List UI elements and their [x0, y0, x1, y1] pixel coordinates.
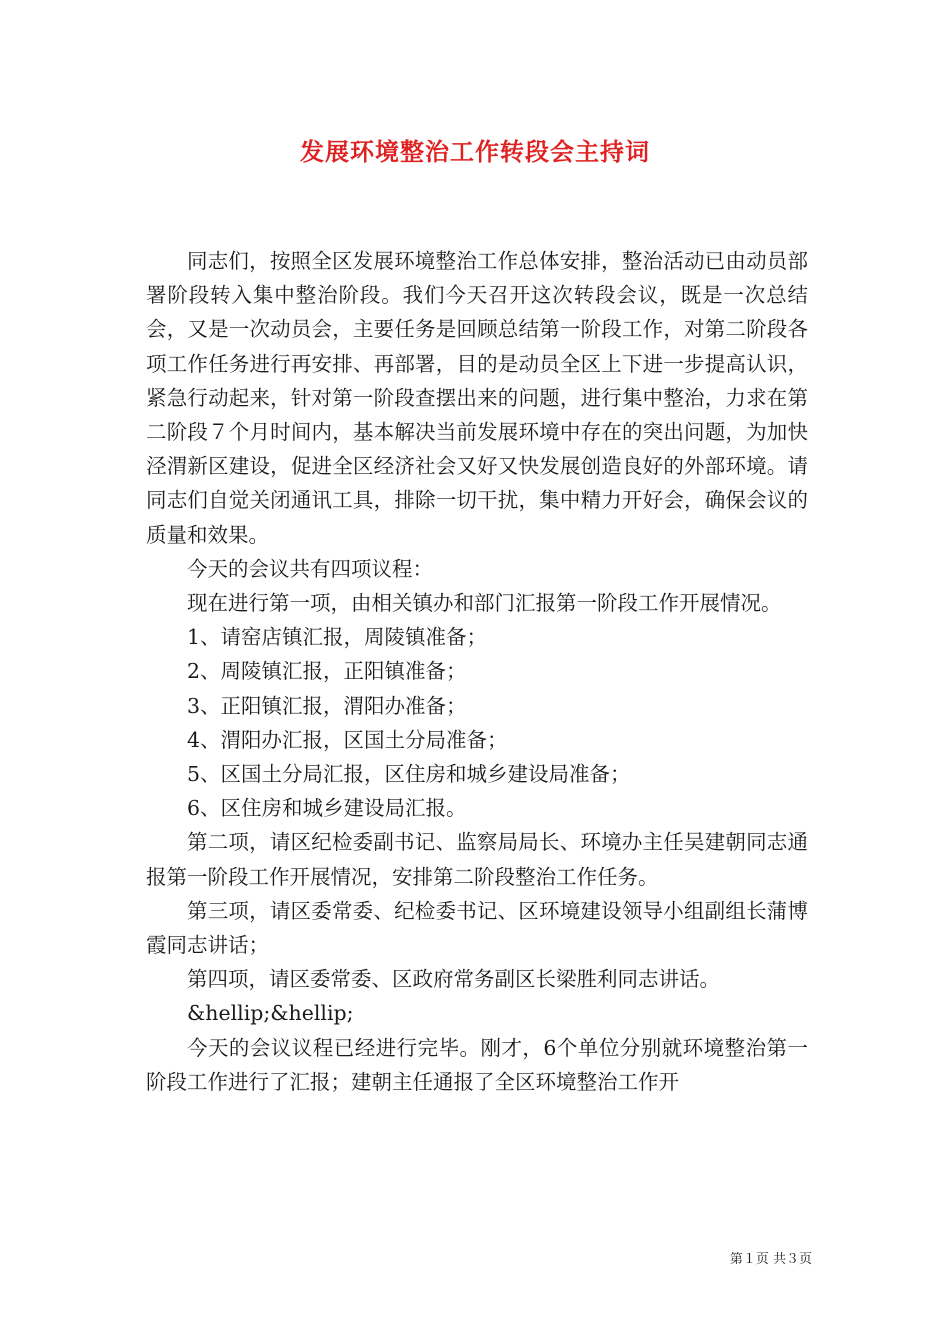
document-title: 发展环境整治工作转段会主持词: [300, 137, 650, 166]
paragraph-item-two: 第二项，请区纪检委副书记、监察局局长、环境办主任吴建朝同志通报第一阶段工作开展情况，安排第二阶段整治工作任务。: [146, 830, 808, 889]
paragraph-opening: 同志们，按照全区发展环境整治工作总体安排，整治活动已由动员部署阶段转入集中整治阶段。我们今天召开这次转段会议，既是一次总结会，又是一次动员会，主要任务是回顾总结第一阶段工作，对第二阶段各项工作任务进行再安排、再部署，目的是动员全区上下进一步提高认识，紧急行动起来，针对第一阶段查摆出来的问题，进行集中整治，力求在第二阶段７个月时间内，基本解决当前发展环境中存在的突出问题，为加快泾渭新区建设，促进全区经济社会又好又快发展创造良好的外部环境。请同志们自觉关闭通讯工具，排除一切干扰，集中精力开好会，确保会议的质量和效果。: [146, 249, 808, 547]
paragraph-item-three: 第三项，请区委常委、纪检委书记、区环境建设领导小组副组长蒲博霞同志讲话；: [146, 898, 808, 958]
list-item: 3、正阳镇汇报，渭阳办准备；: [187, 693, 467, 718]
paragraph-ellipsis: &hellip;&hellip;: [187, 1001, 354, 1026]
paragraph-item-one: 现在进行第一项，由相关镇办和部门汇报第一阶段工作开展情况。: [187, 591, 782, 616]
paragraph-item-four: 第四项，请区委常委、区政府常务副区长梁胜利同志讲话。: [187, 967, 720, 992]
document-body: [146, 244, 808, 1099]
list-item: 6、区住房和城乡建设局汇报。: [187, 796, 467, 821]
paragraph-agenda-intro: 今天的会议共有四项议程：: [187, 556, 433, 581]
list-item: 4、渭阳办汇报，区国土分局准备；: [187, 727, 508, 752]
list-item: 1、请窑店镇汇报，周陵镇准备；: [187, 625, 488, 650]
list-item: 2、周陵镇汇报，正阳镇准备；: [187, 659, 467, 684]
paragraph-closing: 今天的会议议程已经进行完毕。刚才，6个单位分别就环境整治第一阶段工作进行了汇报；建朝主任通报了全区环境整治工作开: [146, 1035, 808, 1094]
page-number-footer: 第１页 共３页: [729, 1252, 812, 1267]
list-item: 5、区国土分局汇报，区住房和城乡建设局准备；: [187, 762, 631, 787]
